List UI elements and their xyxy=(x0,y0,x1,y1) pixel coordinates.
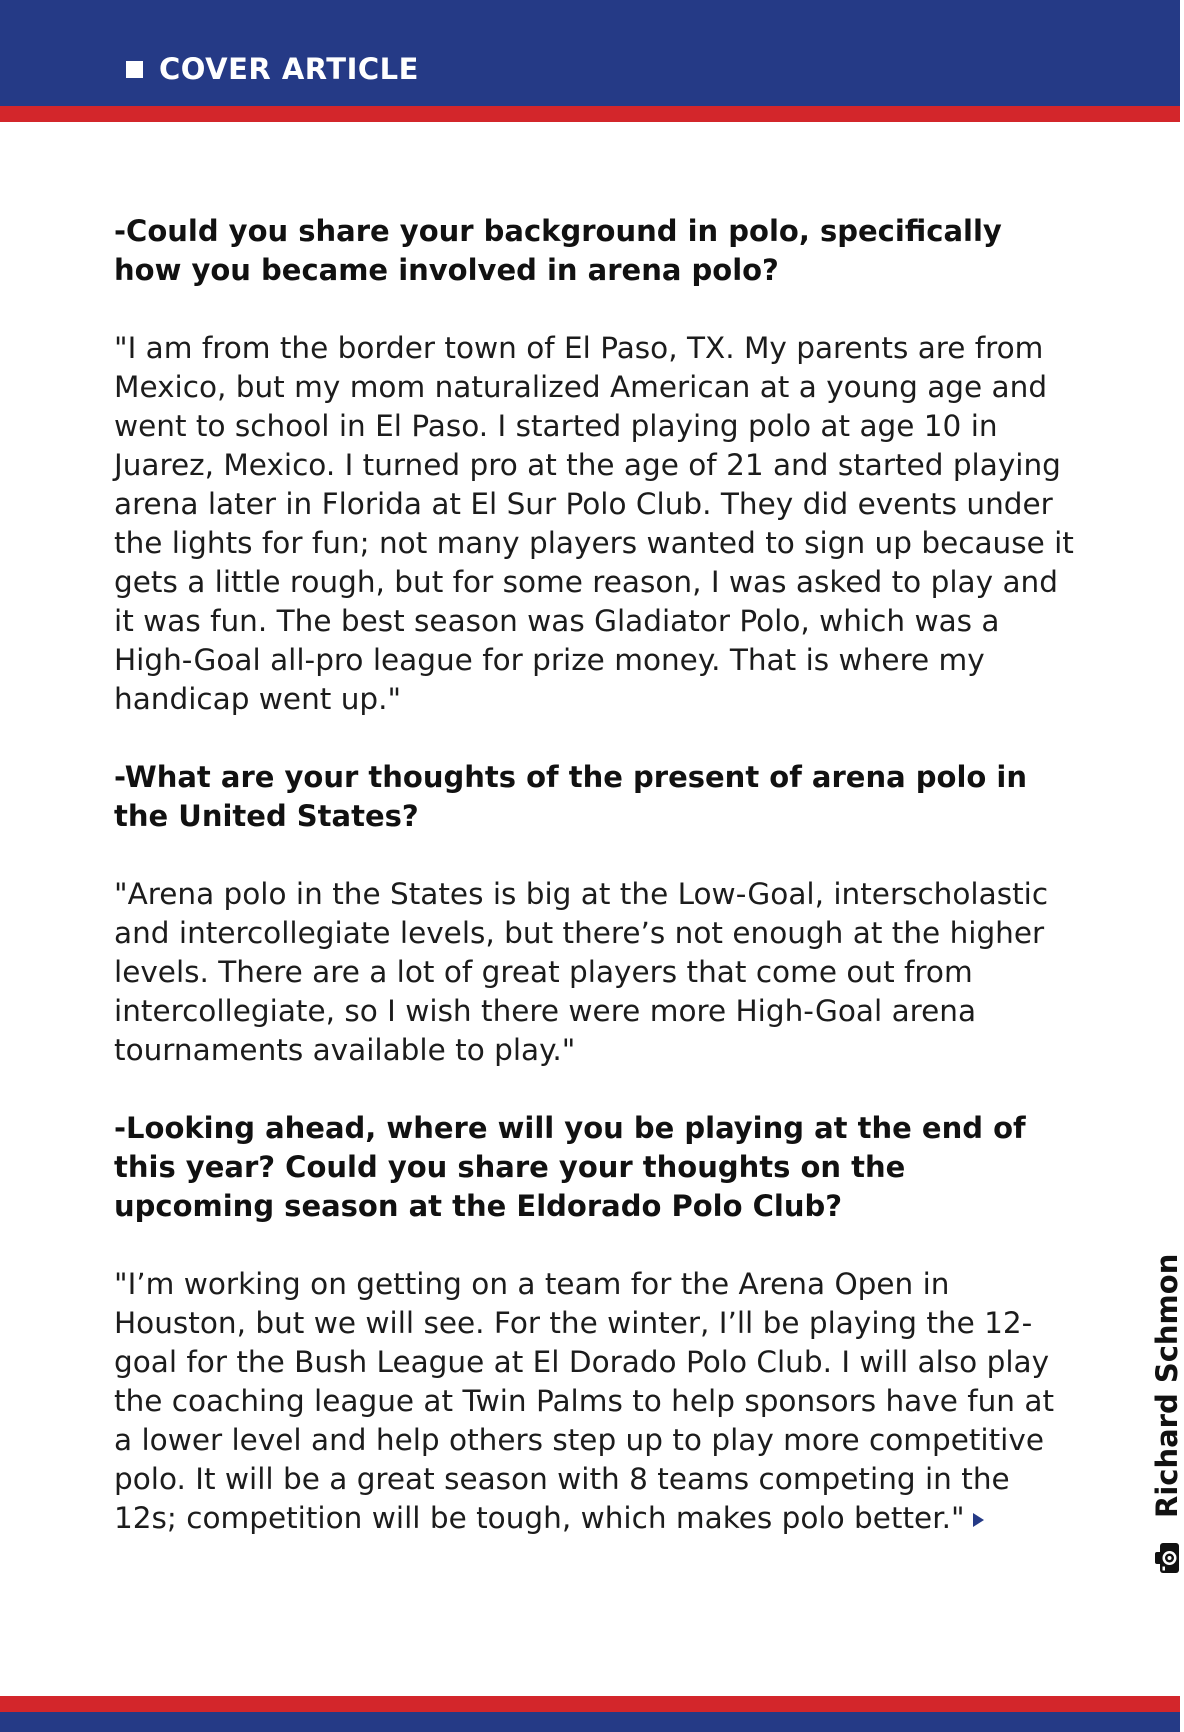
question-2: -What are your thoughts of the present of arena polo in the United States? xyxy=(114,760,1027,833)
square-bullet-icon xyxy=(126,61,143,78)
footer-bar xyxy=(0,1712,1180,1732)
answer-1: "I am from the border town of El Paso, TX. My parents are from Mexico, but my mom naturalized American at a young age and went to school in El Paso. I started playing polo at age 10 in Juarez, Mexico. I turned pro at the age of 21 and started playing arena later in Florida at El Sur Polo Club. They did events under the lights for fun; not many players wanted to sign up because it gets a little rough, but for some reason, I was asked to play and it was fun. The best season was Gladiator Polo, which was a High-Goal all-pro league for prize money. That is where my handicap went up." xyxy=(114,331,1074,716)
answer-3-text: "I’m working on getting on a team for the Arena Open in Houston, but we will see. For the winter, I’ll be playing the 12-goal for the Bush League at El Dorado Polo Club. I will also play the coaching league at Twin Palms to help sponsors have fun at a lower level and help others step up to play more competitive polo. It will be a great season with 8 teams competing in the 12s; competition will be tough, which makes polo better." xyxy=(114,1267,1055,1535)
footer-stripe xyxy=(0,1696,1180,1712)
article-body xyxy=(114,212,1074,1538)
photographer-name: Richard Schmon xyxy=(1150,1253,1184,1518)
question-3: -Looking ahead, where will you be playing at the end of this year? Could you share your thoughts on the upcoming season at the Eldorado Polo Club? xyxy=(114,1111,1026,1223)
triangle-right-icon xyxy=(973,1513,984,1527)
answer-3 xyxy=(114,1265,1074,1538)
answer-2: "Arena polo in the States is big at the Low-Goal, interscholastic and intercollegiate levels, but there’s not enough at the higher levels. There are a lot of great players that come out from intercollegiate, so I wish there were more High-Goal arena tournaments available to play." xyxy=(114,877,1049,1067)
header-stripe xyxy=(0,106,1180,122)
question-1: -Could you share your background in polo, specifically how you became involved in arena polo? xyxy=(114,214,1002,287)
section-label-text: COVER ARTICLE xyxy=(159,52,419,86)
section-label xyxy=(126,52,419,86)
photo-credit xyxy=(1150,1254,1184,1574)
camera-icon xyxy=(1154,1542,1180,1574)
